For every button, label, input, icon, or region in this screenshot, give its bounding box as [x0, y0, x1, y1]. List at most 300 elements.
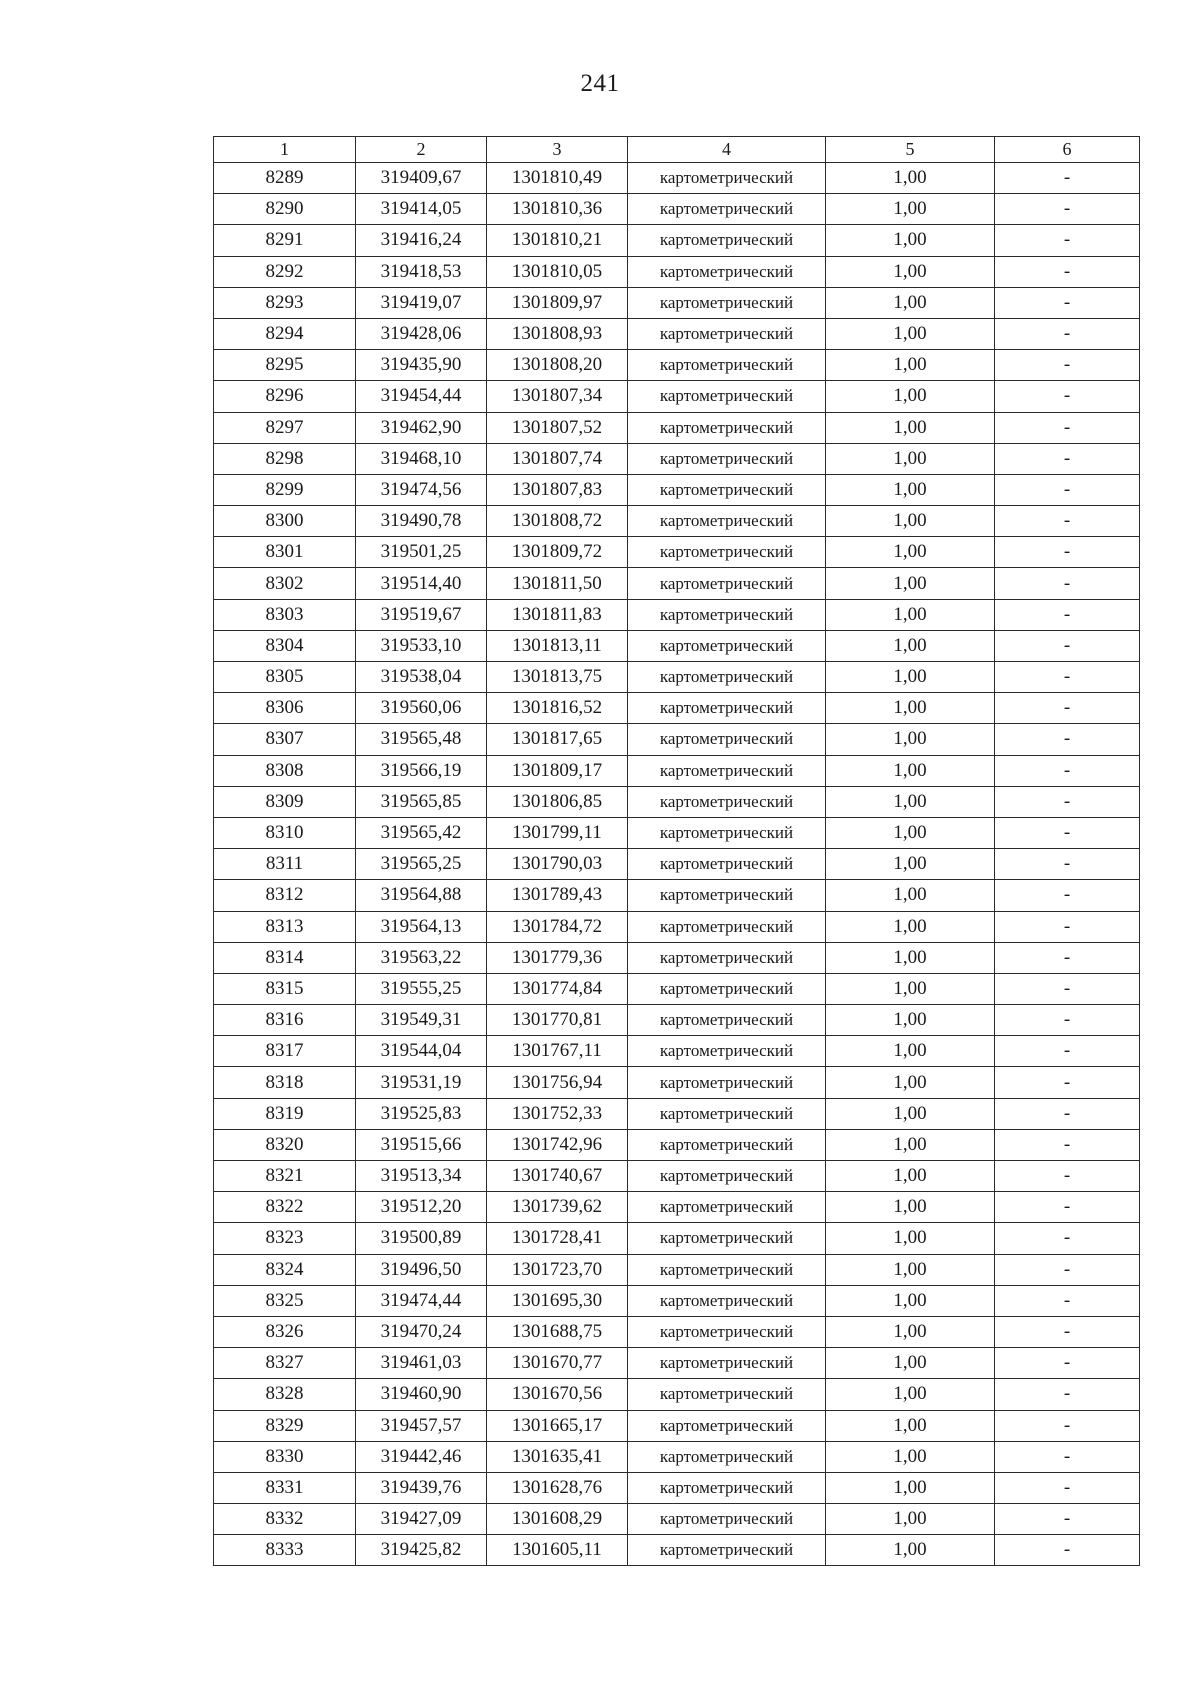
- x-coordinate-cell: 319425,82: [356, 1535, 487, 1566]
- y-coordinate-cell: 1301810,05: [487, 256, 628, 287]
- note-cell: -: [995, 568, 1140, 599]
- method-cell: картометрический: [628, 786, 826, 817]
- table-row: [214, 1161, 1140, 1192]
- accuracy-cell: 1,00: [826, 537, 995, 568]
- x-coordinate-cell: 319566,19: [356, 755, 487, 786]
- table-row: [214, 443, 1140, 474]
- table-row: [214, 1285, 1140, 1316]
- y-coordinate-cell: 1301809,72: [487, 537, 628, 568]
- table-row: [214, 350, 1140, 381]
- y-coordinate-cell: 1301688,75: [487, 1316, 628, 1347]
- note-cell: -: [995, 662, 1140, 693]
- y-coordinate-cell: 1301728,41: [487, 1223, 628, 1254]
- note-cell: -: [995, 1129, 1140, 1160]
- x-coordinate-cell: 319531,19: [356, 1067, 487, 1098]
- method-cell: картометрический: [628, 662, 826, 693]
- table-row: [214, 1348, 1140, 1379]
- y-coordinate-cell: 1301807,83: [487, 474, 628, 505]
- table-row: [214, 1379, 1140, 1410]
- note-cell: -: [995, 1067, 1140, 1098]
- accuracy-cell: 1,00: [826, 1441, 995, 1472]
- x-coordinate-cell: 319496,50: [356, 1254, 487, 1285]
- method-cell: картометрический: [628, 163, 826, 194]
- method-cell: картометрический: [628, 1348, 826, 1379]
- accuracy-cell: 1,00: [826, 662, 995, 693]
- accuracy-cell: 1,00: [826, 506, 995, 537]
- accuracy-cell: 1,00: [826, 1129, 995, 1160]
- method-cell: картометрический: [628, 1098, 826, 1129]
- x-coordinate-cell: 319416,24: [356, 225, 487, 256]
- point-number-cell: 8293: [214, 287, 356, 318]
- point-number-cell: 8316: [214, 1005, 356, 1036]
- y-coordinate-cell: 1301605,11: [487, 1535, 628, 1566]
- point-number-cell: 8324: [214, 1254, 356, 1285]
- x-coordinate-cell: 319500,89: [356, 1223, 487, 1254]
- table-row: [214, 256, 1140, 287]
- y-coordinate-cell: 1301635,41: [487, 1441, 628, 1472]
- table-row: [214, 474, 1140, 505]
- table-row: [214, 942, 1140, 973]
- x-coordinate-cell: 319454,44: [356, 381, 487, 412]
- y-coordinate-cell: 1301811,50: [487, 568, 628, 599]
- note-cell: -: [995, 287, 1140, 318]
- table-row: [214, 755, 1140, 786]
- point-number-cell: 8302: [214, 568, 356, 599]
- x-coordinate-cell: 319513,34: [356, 1161, 487, 1192]
- x-coordinate-cell: 319462,90: [356, 412, 487, 443]
- table-row: [214, 817, 1140, 848]
- table-row: [214, 1504, 1140, 1535]
- method-cell: картометрический: [628, 1129, 826, 1160]
- accuracy-cell: 1,00: [826, 412, 995, 443]
- point-number-cell: 8332: [214, 1504, 356, 1535]
- method-cell: картометрический: [628, 755, 826, 786]
- x-coordinate-cell: 319439,76: [356, 1472, 487, 1503]
- note-cell: -: [995, 1348, 1140, 1379]
- x-coordinate-cell: 319538,04: [356, 662, 487, 693]
- y-coordinate-cell: 1301752,33: [487, 1098, 628, 1129]
- method-cell: картометрический: [628, 724, 826, 755]
- table-row: [214, 1223, 1140, 1254]
- note-cell: -: [995, 506, 1140, 537]
- point-number-cell: 8320: [214, 1129, 356, 1160]
- point-number-cell: 8325: [214, 1285, 356, 1316]
- x-coordinate-cell: 319428,06: [356, 318, 487, 349]
- y-coordinate-cell: 1301670,77: [487, 1348, 628, 1379]
- point-number-cell: 8326: [214, 1316, 356, 1347]
- x-coordinate-cell: 319564,13: [356, 911, 487, 942]
- accuracy-cell: 1,00: [826, 880, 995, 911]
- accuracy-cell: 1,00: [826, 350, 995, 381]
- method-cell: картометрический: [628, 1535, 826, 1566]
- table-row: [214, 287, 1140, 318]
- y-coordinate-cell: 1301811,83: [487, 599, 628, 630]
- point-number-cell: 8292: [214, 256, 356, 287]
- y-coordinate-cell: 1301809,97: [487, 287, 628, 318]
- x-coordinate-cell: 319544,04: [356, 1036, 487, 1067]
- accuracy-cell: 1,00: [826, 194, 995, 225]
- point-number-cell: 8289: [214, 163, 356, 194]
- method-cell: картометрический: [628, 194, 826, 225]
- table-row: [214, 1005, 1140, 1036]
- note-cell: -: [995, 537, 1140, 568]
- point-number-cell: 8315: [214, 973, 356, 1004]
- point-number-cell: 8318: [214, 1067, 356, 1098]
- y-coordinate-cell: 1301628,76: [487, 1472, 628, 1503]
- y-coordinate-cell: 1301806,85: [487, 786, 628, 817]
- method-cell: картометрический: [628, 942, 826, 973]
- note-cell: -: [995, 817, 1140, 848]
- point-number-cell: 8322: [214, 1192, 356, 1223]
- accuracy-cell: 1,00: [826, 1098, 995, 1129]
- point-number-cell: 8306: [214, 693, 356, 724]
- accuracy-cell: 1,00: [826, 1005, 995, 1036]
- table-row: [214, 537, 1140, 568]
- y-coordinate-cell: 1301665,17: [487, 1410, 628, 1441]
- y-coordinate-cell: 1301813,11: [487, 630, 628, 661]
- x-coordinate-cell: 319460,90: [356, 1379, 487, 1410]
- point-number-cell: 8328: [214, 1379, 356, 1410]
- note-cell: -: [995, 194, 1140, 225]
- note-cell: -: [995, 724, 1140, 755]
- table-row: [214, 1192, 1140, 1223]
- method-cell: картометрический: [628, 1316, 826, 1347]
- x-coordinate-cell: 319514,40: [356, 568, 487, 599]
- method-cell: картометрический: [628, 568, 826, 599]
- y-coordinate-cell: 1301808,72: [487, 506, 628, 537]
- note-cell: -: [995, 381, 1140, 412]
- x-coordinate-cell: 319457,57: [356, 1410, 487, 1441]
- y-coordinate-cell: 1301608,29: [487, 1504, 628, 1535]
- note-cell: -: [995, 1036, 1140, 1067]
- point-number-cell: 8331: [214, 1472, 356, 1503]
- x-coordinate-cell: 319560,06: [356, 693, 487, 724]
- y-coordinate-cell: 1301810,21: [487, 225, 628, 256]
- point-number-cell: 8333: [214, 1535, 356, 1566]
- accuracy-cell: 1,00: [826, 1535, 995, 1566]
- method-cell: картометрический: [628, 973, 826, 1004]
- table-row: [214, 1067, 1140, 1098]
- column-header: 3: [487, 137, 628, 163]
- accuracy-cell: 1,00: [826, 817, 995, 848]
- method-cell: картометрический: [628, 911, 826, 942]
- method-cell: картометрический: [628, 1192, 826, 1223]
- note-cell: -: [995, 942, 1140, 973]
- y-coordinate-cell: 1301789,43: [487, 880, 628, 911]
- note-cell: -: [995, 693, 1140, 724]
- point-number-cell: 8298: [214, 443, 356, 474]
- x-coordinate-cell: 319419,07: [356, 287, 487, 318]
- point-number-cell: 8295: [214, 350, 356, 381]
- x-coordinate-cell: 319414,05: [356, 194, 487, 225]
- note-cell: -: [995, 225, 1140, 256]
- point-number-cell: 8314: [214, 942, 356, 973]
- note-cell: -: [995, 1192, 1140, 1223]
- accuracy-cell: 1,00: [826, 1504, 995, 1535]
- y-coordinate-cell: 1301739,62: [487, 1192, 628, 1223]
- method-cell: картометрический: [628, 443, 826, 474]
- method-cell: картометрический: [628, 1410, 826, 1441]
- point-number-cell: 8301: [214, 537, 356, 568]
- y-coordinate-cell: 1301779,36: [487, 942, 628, 973]
- accuracy-cell: 1,00: [826, 849, 995, 880]
- accuracy-cell: 1,00: [826, 693, 995, 724]
- method-cell: картометрический: [628, 1254, 826, 1285]
- note-cell: -: [995, 1410, 1140, 1441]
- note-cell: -: [995, 911, 1140, 942]
- y-coordinate-cell: 1301784,72: [487, 911, 628, 942]
- x-coordinate-cell: 319409,67: [356, 163, 487, 194]
- point-number-cell: 8312: [214, 880, 356, 911]
- note-cell: -: [995, 973, 1140, 1004]
- note-cell: -: [995, 880, 1140, 911]
- method-cell: картометрический: [628, 1005, 826, 1036]
- x-coordinate-cell: 319418,53: [356, 256, 487, 287]
- point-number-cell: 8317: [214, 1036, 356, 1067]
- column-header: 4: [628, 137, 826, 163]
- y-coordinate-cell: 1301816,52: [487, 693, 628, 724]
- table-row: [214, 849, 1140, 880]
- method-cell: картометрический: [628, 849, 826, 880]
- table-header-row: [214, 137, 1140, 163]
- table-row: [214, 1316, 1140, 1347]
- accuracy-cell: 1,00: [826, 318, 995, 349]
- table-row: [214, 412, 1140, 443]
- accuracy-cell: 1,00: [826, 1285, 995, 1316]
- table-row: [214, 1535, 1140, 1566]
- table-row: [214, 630, 1140, 661]
- table-row: [214, 568, 1140, 599]
- accuracy-cell: 1,00: [826, 1036, 995, 1067]
- x-coordinate-cell: 319470,24: [356, 1316, 487, 1347]
- accuracy-cell: 1,00: [826, 443, 995, 474]
- column-header: 6: [995, 137, 1140, 163]
- table-row: [214, 786, 1140, 817]
- note-cell: -: [995, 318, 1140, 349]
- y-coordinate-cell: 1301817,65: [487, 724, 628, 755]
- y-coordinate-cell: 1301799,11: [487, 817, 628, 848]
- point-number-cell: 8309: [214, 786, 356, 817]
- note-cell: -: [995, 630, 1140, 661]
- y-coordinate-cell: 1301770,81: [487, 1005, 628, 1036]
- y-coordinate-cell: 1301774,84: [487, 973, 628, 1004]
- table-row: [214, 506, 1140, 537]
- table-row: [214, 225, 1140, 256]
- y-coordinate-cell: 1301756,94: [487, 1067, 628, 1098]
- x-coordinate-cell: 319563,22: [356, 942, 487, 973]
- table-row: [214, 194, 1140, 225]
- point-number-cell: 8323: [214, 1223, 356, 1254]
- table-row: [214, 318, 1140, 349]
- y-coordinate-cell: 1301810,36: [487, 194, 628, 225]
- x-coordinate-cell: 319427,09: [356, 1504, 487, 1535]
- x-coordinate-cell: 319565,85: [356, 786, 487, 817]
- accuracy-cell: 1,00: [826, 1192, 995, 1223]
- point-number-cell: 8297: [214, 412, 356, 443]
- accuracy-cell: 1,00: [826, 1223, 995, 1254]
- x-coordinate-cell: 319461,03: [356, 1348, 487, 1379]
- method-cell: картометрический: [628, 880, 826, 911]
- point-number-cell: 8296: [214, 381, 356, 412]
- method-cell: картометрический: [628, 1441, 826, 1472]
- x-coordinate-cell: 319501,25: [356, 537, 487, 568]
- accuracy-cell: 1,00: [826, 1316, 995, 1347]
- method-cell: картометрический: [628, 817, 826, 848]
- y-coordinate-cell: 1301809,17: [487, 755, 628, 786]
- x-coordinate-cell: 319525,83: [356, 1098, 487, 1129]
- accuracy-cell: 1,00: [826, 599, 995, 630]
- table-row: [214, 693, 1140, 724]
- note-cell: -: [995, 1285, 1140, 1316]
- x-coordinate-cell: 319533,10: [356, 630, 487, 661]
- accuracy-cell: 1,00: [826, 474, 995, 505]
- accuracy-cell: 1,00: [826, 1410, 995, 1441]
- column-header: 5: [826, 137, 995, 163]
- point-number-cell: 8310: [214, 817, 356, 848]
- y-coordinate-cell: 1301807,34: [487, 381, 628, 412]
- note-cell: -: [995, 1223, 1140, 1254]
- note-cell: -: [995, 755, 1140, 786]
- x-coordinate-cell: 319435,90: [356, 350, 487, 381]
- note-cell: -: [995, 256, 1140, 287]
- method-cell: картометрический: [628, 1379, 826, 1410]
- note-cell: -: [995, 786, 1140, 817]
- accuracy-cell: 1,00: [826, 1067, 995, 1098]
- x-coordinate-cell: 319512,20: [356, 1192, 487, 1223]
- method-cell: картометрический: [628, 412, 826, 443]
- accuracy-cell: 1,00: [826, 256, 995, 287]
- point-number-cell: 8313: [214, 911, 356, 942]
- note-cell: -: [995, 474, 1140, 505]
- method-cell: картометрический: [628, 1504, 826, 1535]
- accuracy-cell: 1,00: [826, 381, 995, 412]
- table-row: [214, 1410, 1140, 1441]
- accuracy-cell: 1,00: [826, 225, 995, 256]
- note-cell: -: [995, 1472, 1140, 1503]
- point-number-cell: 8304: [214, 630, 356, 661]
- point-number-cell: 8311: [214, 849, 356, 880]
- point-number-cell: 8308: [214, 755, 356, 786]
- table-row: [214, 880, 1140, 911]
- x-coordinate-cell: 319474,56: [356, 474, 487, 505]
- table-row: [214, 1254, 1140, 1285]
- point-number-cell: 8294: [214, 318, 356, 349]
- y-coordinate-cell: 1301807,74: [487, 443, 628, 474]
- point-number-cell: 8291: [214, 225, 356, 256]
- table-row: [214, 163, 1140, 194]
- accuracy-cell: 1,00: [826, 786, 995, 817]
- point-number-cell: 8305: [214, 662, 356, 693]
- note-cell: -: [995, 412, 1140, 443]
- point-number-cell: 8330: [214, 1441, 356, 1472]
- method-cell: картометрический: [628, 1067, 826, 1098]
- y-coordinate-cell: 1301767,11: [487, 1036, 628, 1067]
- x-coordinate-cell: 319468,10: [356, 443, 487, 474]
- point-number-cell: 8307: [214, 724, 356, 755]
- x-coordinate-cell: 319565,42: [356, 817, 487, 848]
- method-cell: картометрический: [628, 693, 826, 724]
- page-number: 241: [580, 70, 620, 97]
- note-cell: -: [995, 163, 1140, 194]
- method-cell: картометрический: [628, 1285, 826, 1316]
- column-header: 2: [356, 137, 487, 163]
- table-row: [214, 599, 1140, 630]
- y-coordinate-cell: 1301670,56: [487, 1379, 628, 1410]
- x-coordinate-cell: 319549,31: [356, 1005, 487, 1036]
- method-cell: картометрический: [628, 506, 826, 537]
- accuracy-cell: 1,00: [826, 568, 995, 599]
- table-row: [214, 724, 1140, 755]
- method-cell: картометрический: [628, 318, 826, 349]
- y-coordinate-cell: 1301808,20: [487, 350, 628, 381]
- y-coordinate-cell: 1301740,67: [487, 1161, 628, 1192]
- table-row: [214, 381, 1140, 412]
- table-row: [214, 1129, 1140, 1160]
- x-coordinate-cell: 319565,25: [356, 849, 487, 880]
- x-coordinate-cell: 319490,78: [356, 506, 487, 537]
- note-cell: -: [995, 1441, 1140, 1472]
- method-cell: картометрический: [628, 1472, 826, 1503]
- y-coordinate-cell: 1301807,52: [487, 412, 628, 443]
- accuracy-cell: 1,00: [826, 942, 995, 973]
- x-coordinate-cell: 319515,66: [356, 1129, 487, 1160]
- note-cell: -: [995, 599, 1140, 630]
- point-number-cell: 8327: [214, 1348, 356, 1379]
- table-row: [214, 973, 1140, 1004]
- table-body: [214, 163, 1140, 1566]
- accuracy-cell: 1,00: [826, 630, 995, 661]
- accuracy-cell: 1,00: [826, 163, 995, 194]
- method-cell: картометрический: [628, 381, 826, 412]
- accuracy-cell: 1,00: [826, 755, 995, 786]
- method-cell: картометрический: [628, 350, 826, 381]
- accuracy-cell: 1,00: [826, 287, 995, 318]
- note-cell: -: [995, 1316, 1140, 1347]
- accuracy-cell: 1,00: [826, 911, 995, 942]
- table-row: [214, 1441, 1140, 1472]
- note-cell: -: [995, 1379, 1140, 1410]
- accuracy-cell: 1,00: [826, 1472, 995, 1503]
- point-number-cell: 8321: [214, 1161, 356, 1192]
- coordinates-table: [213, 136, 1140, 1566]
- method-cell: картометрический: [628, 474, 826, 505]
- column-header: 1: [214, 137, 356, 163]
- table-row: [214, 662, 1140, 693]
- x-coordinate-cell: 319564,88: [356, 880, 487, 911]
- x-coordinate-cell: 319519,67: [356, 599, 487, 630]
- table-row: [214, 911, 1140, 942]
- point-number-cell: 8319: [214, 1098, 356, 1129]
- method-cell: картометрический: [628, 537, 826, 568]
- method-cell: картометрический: [628, 1223, 826, 1254]
- y-coordinate-cell: 1301810,49: [487, 163, 628, 194]
- accuracy-cell: 1,00: [826, 724, 995, 755]
- note-cell: -: [995, 443, 1140, 474]
- method-cell: картометрический: [628, 256, 826, 287]
- x-coordinate-cell: 319555,25: [356, 973, 487, 1004]
- method-cell: картометрический: [628, 225, 826, 256]
- y-coordinate-cell: 1301813,75: [487, 662, 628, 693]
- note-cell: -: [995, 849, 1140, 880]
- accuracy-cell: 1,00: [826, 1379, 995, 1410]
- note-cell: -: [995, 1504, 1140, 1535]
- accuracy-cell: 1,00: [826, 973, 995, 1004]
- method-cell: картометрический: [628, 1161, 826, 1192]
- point-number-cell: 8329: [214, 1410, 356, 1441]
- note-cell: -: [995, 350, 1140, 381]
- table-row: [214, 1472, 1140, 1503]
- accuracy-cell: 1,00: [826, 1254, 995, 1285]
